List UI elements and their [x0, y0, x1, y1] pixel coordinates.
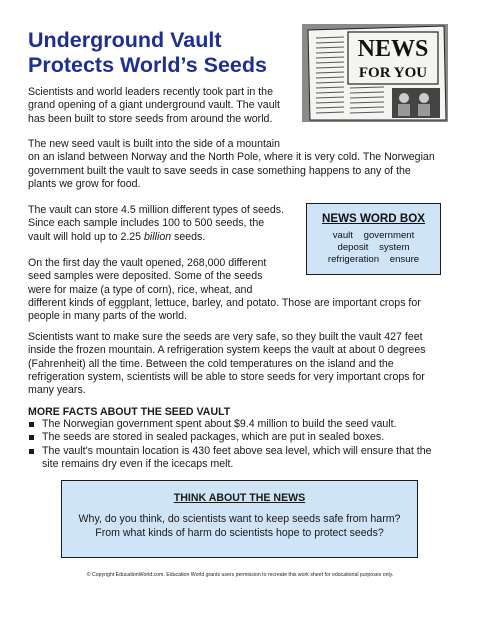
word-box-title: NEWS WORD BOX: [321, 212, 426, 225]
paragraph-3: The vault can store 4.5 million different types of seeds. Since each sample includes 100 to 500 seeds, the vault will hold up to 2.25 billion seeds.: [28, 204, 284, 243]
svg-text:NEWS: NEWS: [357, 36, 429, 62]
list-item: The vault's mountain location is 430 feet above sea level, which will ensure that the site remains dry even if the icecaps melt.: [28, 445, 468, 472]
paragraph-5: Scientists want to make sure the seeds are very safe, so they built the vault 427 feet inside the frozen mountain. A refrigeration system keeps the vault at about 0 degrees (Fahrenheit) all the time. Between the cold temperatures on the island and the refrigeration system, scientists will be able to store seeds for very important crops for many years.: [28, 331, 426, 397]
newspaper-icon: [300, 22, 450, 124]
think-question-2: From what kinds of harm do scientists hope to protect seeds?: [95, 527, 384, 539]
word-box-row: deposit system: [337, 242, 410, 253]
svg-text:FOR YOU: FOR YOU: [358, 65, 428, 81]
article-title: [28, 28, 298, 78]
paragraph-2: The new seed vault is built into the side of a mountain on an island between Norway and the North Pole, where it is very cold. The Norwegian government built the vault to save seeds in case something happens to any of the plants we grow for food.: [28, 138, 435, 190]
think-about-the-news-box: [61, 480, 418, 558]
title-line-2: Protects World’s Seeds: [28, 53, 267, 77]
paragraph-1: Scientists and world leaders recently took part in the grand opening of a giant underground vault. The vault has been built to store seeds from around the world.: [28, 86, 280, 125]
think-question-1: Why, do you think, do scientists want to keep seeds safe from harm?: [78, 513, 401, 525]
word-box-row: vault government: [332, 230, 415, 241]
facts-heading: MORE FACTS ABOUT THE SEED VAULT: [28, 406, 231, 418]
word-box-row: refrigeration ensure: [327, 254, 420, 265]
copyright-notice: © Copyright EducationWorld.com. Education World grants users permission to recreate this work sheet for educational purposes only.: [86, 572, 394, 578]
list-item: The Norwegian government spent about $9.4 million to build the seed vault.: [28, 418, 468, 431]
think-box-title: THINK ABOUT THE NEWS: [173, 492, 306, 504]
facts-list: [28, 418, 468, 471]
list-item: The seeds are stored in sealed packages, which are put in sealed boxes.: [28, 431, 468, 444]
paragraph-4: On the first day the vault opened, 268,000 different seed samples were deposited. Some of the seeds were for maize (a type of corn), rice, wheat, and different kinds of eggplant, lettuce, barley, and potato. Those are important crops for people in many parts of the world.: [28, 257, 421, 323]
title-line-1: Underground Vault: [28, 28, 222, 52]
